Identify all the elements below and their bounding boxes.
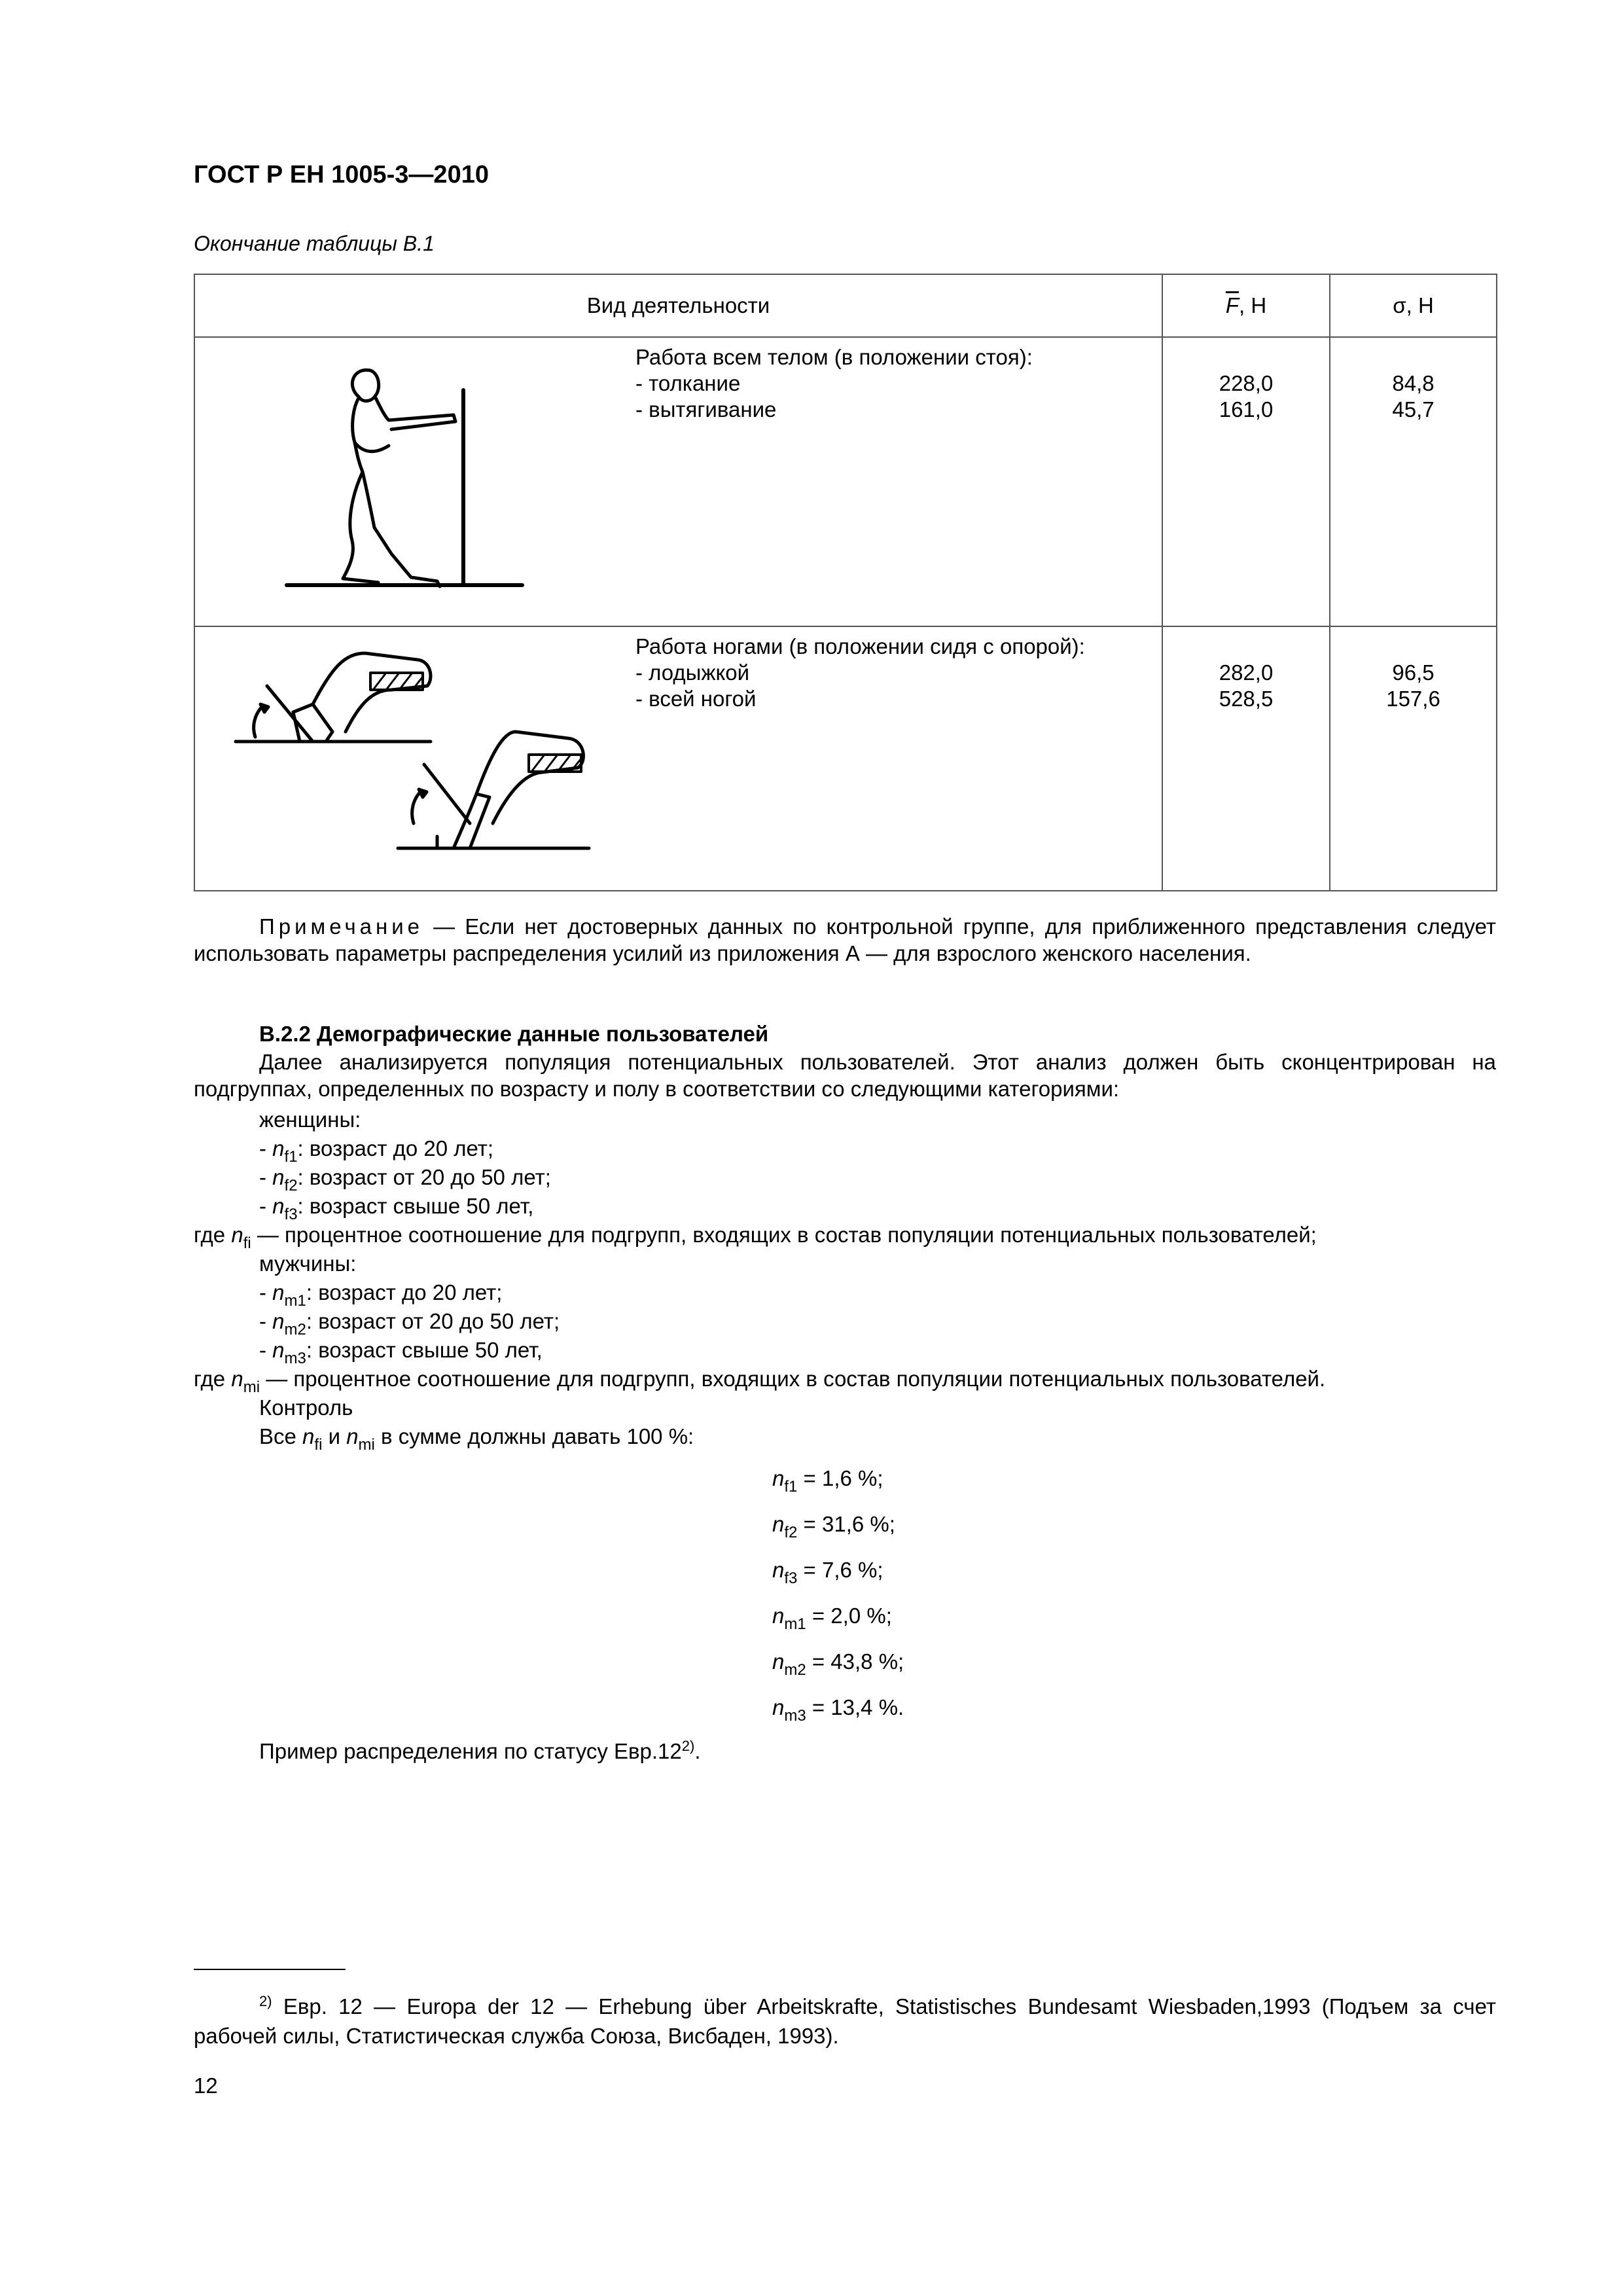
force-value: 161,0 xyxy=(1219,397,1274,422)
list-item: - $n_{m1}$: возраст до 20 лет; xyxy=(259,1280,503,1310)
activity-item: - всей ногой xyxy=(635,687,757,711)
list-item: - $n_{f3}$: возраст свыше 50 лет, xyxy=(259,1194,534,1223)
men-label: мужчины: xyxy=(259,1251,357,1276)
sigma-value: 84,8 xyxy=(1392,371,1435,395)
footnote xyxy=(194,1986,1496,2051)
equation: $n_{f3} = 7,6$ %; xyxy=(772,1558,883,1587)
equation: $n_{f1} = 1,6$ %; xyxy=(772,1466,883,1496)
equation: $n_{f2} = 31,6$ %; xyxy=(772,1512,895,1541)
seated-leg-press-figure-icon xyxy=(195,627,622,885)
example-line: Пример распределения по статусу Евр.12$^{2)}$. xyxy=(259,1738,701,1763)
activity-item: - лодыжкой xyxy=(635,660,750,685)
force-cell xyxy=(1162,626,1330,891)
force-value: 228,0 xyxy=(1219,371,1274,395)
figure-cell xyxy=(194,626,621,891)
force-value: 528,5 xyxy=(1219,687,1274,711)
list-item: - $n_{m3}$: возраст свыше 50 лет, xyxy=(259,1338,543,1367)
where-f-line: где $n_{fi}$ — процентное соотношение для подгрупп, входящих в состав популяции потенциальных пользователей; xyxy=(194,1223,1317,1252)
equation: $n_{m2} = 43,8$ %; xyxy=(772,1649,904,1679)
force-table xyxy=(194,274,1497,891)
f-unit: , Н xyxy=(1239,293,1267,317)
women-label: женщины: xyxy=(259,1107,361,1132)
standing-push-figure-icon xyxy=(195,338,622,620)
note-label: Примечание xyxy=(259,914,424,939)
list-item: - $n_{m2}$: возраст от 20 до 50 лет; xyxy=(259,1309,560,1338)
control-label: Контроль xyxy=(259,1395,353,1420)
header-force xyxy=(1162,274,1330,337)
footnote-ref[interactable]: 2) xyxy=(681,1738,695,1754)
list-item: - $n_{f2}$: возраст от 20 до 50 лет; xyxy=(259,1165,551,1194)
list-item: - $n_{f1}$: возраст до 20 лет; xyxy=(259,1136,494,1166)
footnote-marker: 2) xyxy=(259,1993,272,2009)
sum-line: Все $n_{fi}$ и $n_{mi}$ в сумме должны давать 100 %: xyxy=(259,1424,694,1454)
page-number: 12 xyxy=(194,2073,218,2098)
activity-item: - толкание xyxy=(635,371,741,395)
section-heading: В.2.2 Демографические данные пользователей xyxy=(259,1022,769,1046)
equation: $n_{m3} = 13,4$ %. xyxy=(772,1695,904,1725)
activity-item: - вытягивание xyxy=(635,397,777,422)
force-value: 282,0 xyxy=(1219,660,1274,685)
header-sigma: σ, Н xyxy=(1330,274,1497,337)
sigma-value: 45,7 xyxy=(1392,397,1435,422)
table-note xyxy=(194,914,1496,967)
f-mean-symbol: $\overline{F}$ xyxy=(1225,293,1240,317)
sigma-cell xyxy=(1330,337,1497,626)
where-m-line: где $n_{mi}$ — процентное соотношение для подгрупп, входящих в состав популяции потенциальных пользователей. xyxy=(194,1367,1326,1396)
header-activity: Вид деятельности xyxy=(194,274,1162,337)
figure-cell xyxy=(194,337,621,626)
activity-title: Работа ногами (в положении сидя с опорой): xyxy=(635,634,1085,658)
activity-cell xyxy=(621,626,1162,891)
sigma-value: 96,5 xyxy=(1392,660,1435,685)
sigma-cell xyxy=(1330,626,1497,891)
footnote-divider xyxy=(194,1969,346,1970)
activity-cell xyxy=(621,337,1162,626)
activity-title: Работа всем телом (в положении стоя): xyxy=(635,345,1033,369)
standard-id: ГОСТ Р ЕН 1005-3—2010 xyxy=(194,161,489,188)
sigma-value: 157,6 xyxy=(1386,687,1440,711)
footnote-text: Евр. 12 — Europa der 12 — Erhebung über Arbeitskrafte, Statistisches Bundesamt Wiesbaden,1993 (Подъем за счет рабочей силы, Статистическая служба Союза, Висбаден, 1993). xyxy=(194,1994,1496,2048)
table-header-row xyxy=(194,274,1497,337)
force-cell xyxy=(1162,337,1330,626)
section-intro: Далее анализируется популяция потенциальных пользователей. Этот анализ должен быть сконцентрирован на подгруппах, определенных по возрасту и полу в соответствии со следующими категориями: xyxy=(194,1050,1496,1101)
note-text: — Если нет достоверных данных по контрольной группе, для приближенного представления следует использовать параметры распределения усилий из приложения А — для взрослого женского населения. xyxy=(194,914,1496,965)
equation: $n_{m1} = 2,0$ %; xyxy=(772,1604,892,1633)
table-row xyxy=(194,337,1497,626)
table-caption: Окончание таблицы В.1 xyxy=(194,232,435,255)
table-row xyxy=(194,626,1497,891)
